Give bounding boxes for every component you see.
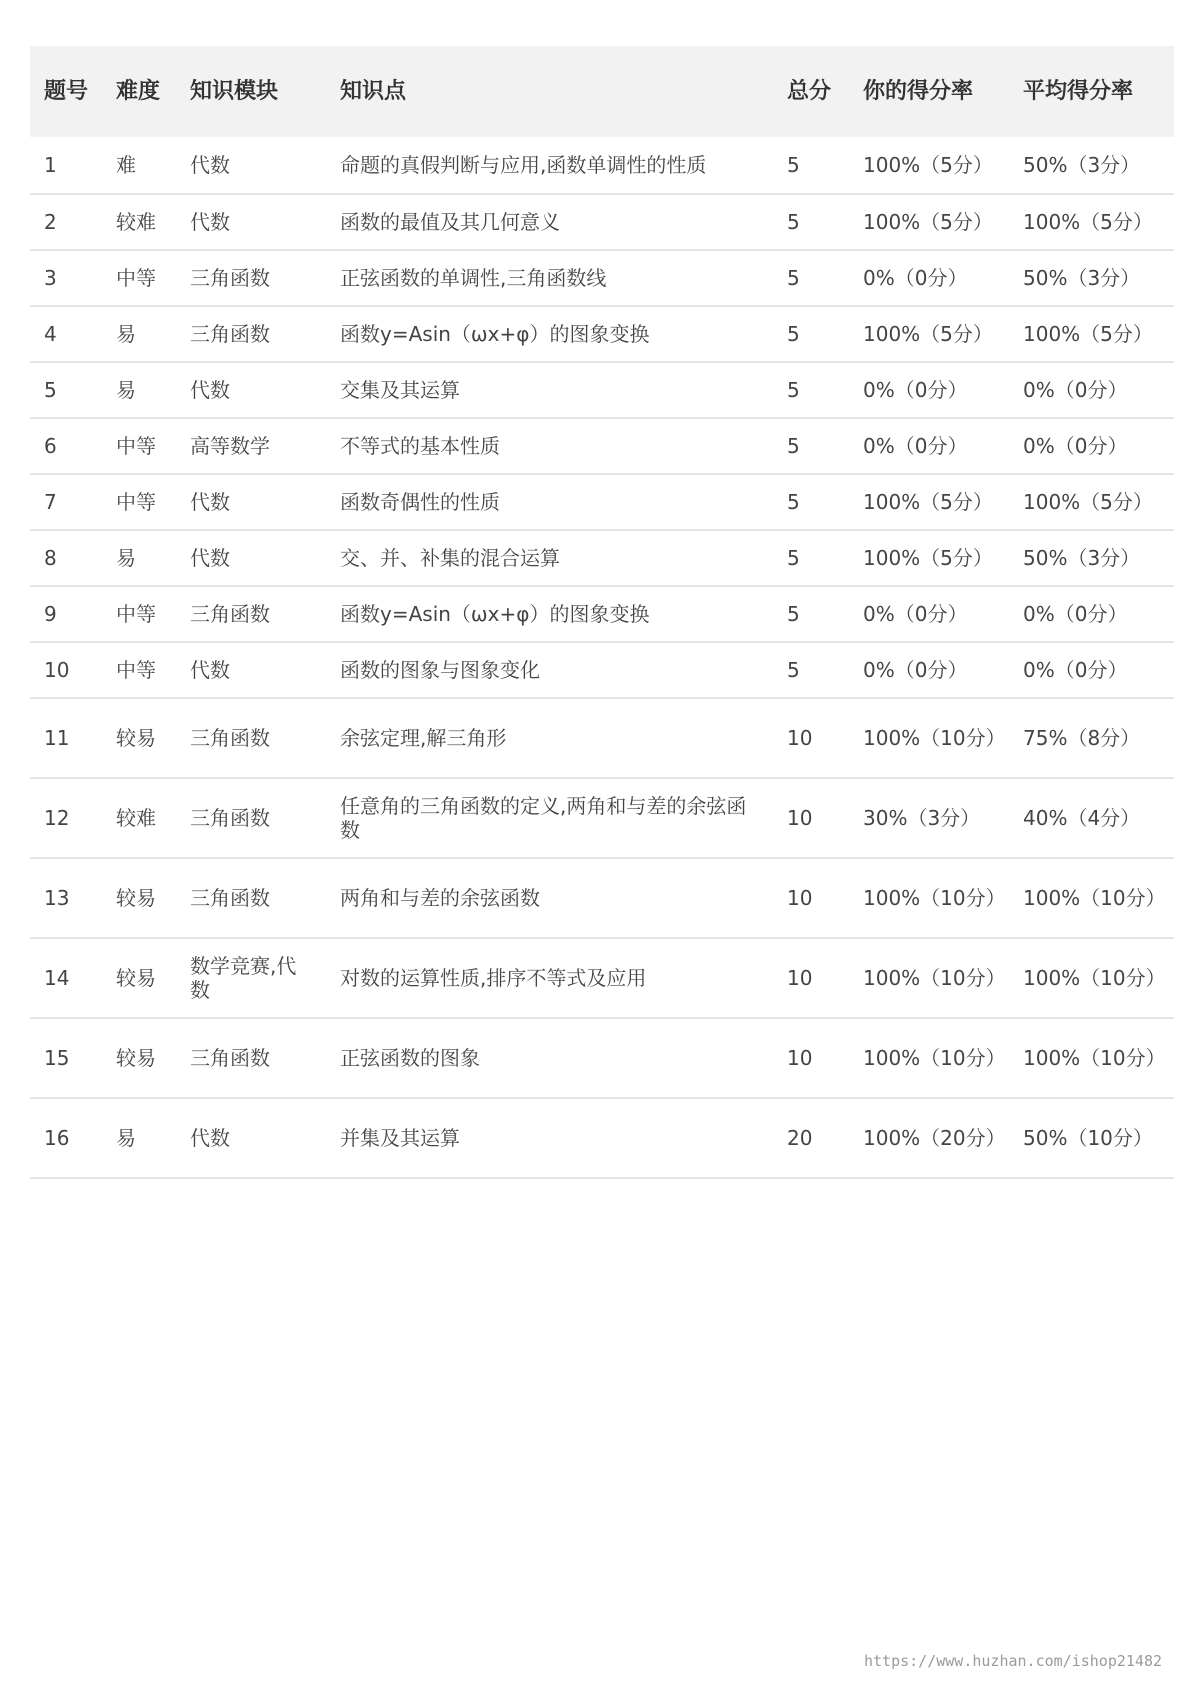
cell-question-no: 15 [30, 1018, 102, 1098]
cell-question-no: 14 [30, 938, 102, 1018]
table-row [30, 474, 1174, 530]
cell-difficulty: 中等 [102, 474, 176, 530]
cell-knowledge-point: 不等式的基本性质 [326, 418, 773, 474]
cell-your-rate: 100%（10分） [849, 1018, 1009, 1098]
cell-difficulty: 易 [102, 306, 176, 362]
watermark-url: https://www.huzhan.com/ishop21482 [863, 1652, 1162, 1670]
cell-module: 代数 [176, 642, 326, 698]
header-your-rate: 你的得分率 [849, 46, 1009, 137]
cell-module: 代数 [176, 137, 326, 194]
cell-average-rate: 0%（0分） [1009, 642, 1174, 698]
cell-question-no: 16 [30, 1098, 102, 1178]
cell-your-rate: 100%（5分） [849, 194, 1009, 250]
table-body [30, 137, 1174, 1178]
cell-your-rate: 100%（10分） [849, 858, 1009, 938]
cell-your-rate: 0%（0分） [849, 586, 1009, 642]
cell-question-no: 9 [30, 586, 102, 642]
table-row [30, 1018, 1174, 1098]
cell-average-rate: 100%（10分） [1009, 938, 1174, 1018]
cell-module: 三角函数 [176, 1018, 326, 1098]
cell-difficulty: 难 [102, 137, 176, 194]
cell-difficulty: 易 [102, 530, 176, 586]
cell-difficulty: 较难 [102, 778, 176, 858]
table-row [30, 698, 1174, 778]
cell-module: 代数 [176, 194, 326, 250]
cell-your-rate: 100%（5分） [849, 137, 1009, 194]
cell-difficulty: 中等 [102, 642, 176, 698]
cell-average-rate: 100%（10分） [1009, 858, 1174, 938]
cell-question-no: 1 [30, 137, 102, 194]
cell-question-no: 3 [30, 250, 102, 306]
cell-your-rate: 0%（0分） [849, 642, 1009, 698]
table-row [30, 362, 1174, 418]
cell-knowledge-point: 交、并、补集的混合运算 [326, 530, 773, 586]
cell-module: 代数 [176, 1098, 326, 1178]
cell-average-rate: 0%（0分） [1009, 418, 1174, 474]
table-row [30, 137, 1174, 194]
cell-average-rate: 40%（4分） [1009, 778, 1174, 858]
table-row [30, 1098, 1174, 1178]
cell-question-no: 11 [30, 698, 102, 778]
cell-total-score: 10 [773, 1018, 849, 1098]
cell-difficulty: 较易 [102, 858, 176, 938]
cell-total-score: 5 [773, 362, 849, 418]
cell-difficulty: 中等 [102, 250, 176, 306]
cell-question-no: 12 [30, 778, 102, 858]
cell-module: 代数 [176, 474, 326, 530]
cell-module: 三角函数 [176, 306, 326, 362]
header-knowledge-point: 知识点 [326, 46, 773, 137]
cell-question-no: 2 [30, 194, 102, 250]
cell-question-no: 5 [30, 362, 102, 418]
cell-question-no: 10 [30, 642, 102, 698]
table-row [30, 418, 1174, 474]
cell-knowledge-point: 并集及其运算 [326, 1098, 773, 1178]
cell-average-rate: 50%（10分） [1009, 1098, 1174, 1178]
header-average-rate: 平均得分率 [1009, 46, 1174, 137]
cell-knowledge-point: 正弦函数的单调性,三角函数线 [326, 250, 773, 306]
cell-total-score: 10 [773, 938, 849, 1018]
cell-your-rate: 100%（5分） [849, 306, 1009, 362]
cell-average-rate: 0%（0分） [1009, 362, 1174, 418]
cell-knowledge-point: 对数的运算性质,排序不等式及应用 [326, 938, 773, 1018]
cell-module: 三角函数 [176, 250, 326, 306]
score-analysis-table [30, 46, 1174, 1179]
cell-knowledge-point: 函数y=Asin（ωx+φ）的图象变换 [326, 586, 773, 642]
cell-difficulty: 中等 [102, 586, 176, 642]
header-difficulty: 难度 [102, 46, 176, 137]
cell-total-score: 5 [773, 586, 849, 642]
cell-difficulty: 较易 [102, 1018, 176, 1098]
cell-difficulty: 中等 [102, 418, 176, 474]
cell-total-score: 10 [773, 778, 849, 858]
cell-average-rate: 100%（5分） [1009, 306, 1174, 362]
cell-total-score: 10 [773, 858, 849, 938]
cell-average-rate: 50%（3分） [1009, 250, 1174, 306]
cell-average-rate: 50%（3分） [1009, 137, 1174, 194]
cell-knowledge-point: 命题的真假判断与应用,函数单调性的性质 [326, 137, 773, 194]
cell-your-rate: 0%（0分） [849, 418, 1009, 474]
cell-knowledge-point: 交集及其运算 [326, 362, 773, 418]
header-question-no: 题号 [30, 46, 102, 137]
cell-module: 数学竞赛,代数 [176, 938, 326, 1018]
cell-total-score: 5 [773, 418, 849, 474]
cell-module: 代数 [176, 362, 326, 418]
cell-total-score: 10 [773, 698, 849, 778]
header-row [30, 46, 1174, 137]
cell-module: 三角函数 [176, 586, 326, 642]
cell-average-rate: 75%（8分） [1009, 698, 1174, 778]
cell-total-score: 5 [773, 642, 849, 698]
cell-total-score: 5 [773, 530, 849, 586]
header-module: 知识模块 [176, 46, 326, 137]
cell-average-rate: 100%（5分） [1009, 474, 1174, 530]
cell-knowledge-point: 两角和与差的余弦函数 [326, 858, 773, 938]
table-row [30, 642, 1174, 698]
table-row [30, 586, 1174, 642]
cell-question-no: 7 [30, 474, 102, 530]
cell-module: 三角函数 [176, 698, 326, 778]
cell-total-score: 5 [773, 306, 849, 362]
cell-total-score: 5 [773, 194, 849, 250]
cell-your-rate: 0%（0分） [849, 250, 1009, 306]
table-row [30, 250, 1174, 306]
cell-your-rate: 100%（10分） [849, 698, 1009, 778]
cell-module: 代数 [176, 530, 326, 586]
cell-average-rate: 100%（5分） [1009, 194, 1174, 250]
cell-your-rate: 100%（10分） [849, 938, 1009, 1018]
cell-difficulty: 易 [102, 362, 176, 418]
cell-difficulty: 较易 [102, 938, 176, 1018]
cell-your-rate: 100%（20分） [849, 1098, 1009, 1178]
table-row [30, 306, 1174, 362]
cell-your-rate: 0%（0分） [849, 362, 1009, 418]
cell-knowledge-point: 函数的图象与图象变化 [326, 642, 773, 698]
cell-total-score: 20 [773, 1098, 849, 1178]
cell-question-no: 4 [30, 306, 102, 362]
cell-question-no: 6 [30, 418, 102, 474]
table-row [30, 938, 1174, 1018]
cell-knowledge-point: 任意角的三角函数的定义,两角和与差的余弦函数 [326, 778, 773, 858]
cell-your-rate: 100%（5分） [849, 530, 1009, 586]
table-row [30, 530, 1174, 586]
cell-knowledge-point: 余弦定理,解三角形 [326, 698, 773, 778]
cell-module: 高等数学 [176, 418, 326, 474]
cell-module: 三角函数 [176, 858, 326, 938]
cell-knowledge-point: 正弦函数的图象 [326, 1018, 773, 1098]
cell-your-rate: 100%（5分） [849, 474, 1009, 530]
table-row [30, 194, 1174, 250]
cell-difficulty: 较易 [102, 698, 176, 778]
cell-difficulty: 较难 [102, 194, 176, 250]
header-total-score: 总分 [773, 46, 849, 137]
cell-your-rate: 30%（3分） [849, 778, 1009, 858]
cell-total-score: 5 [773, 137, 849, 194]
table-row [30, 858, 1174, 938]
cell-knowledge-point: 函数奇偶性的性质 [326, 474, 773, 530]
cell-knowledge-point: 函数的最值及其几何意义 [326, 194, 773, 250]
cell-question-no: 8 [30, 530, 102, 586]
cell-average-rate: 100%（10分） [1009, 1018, 1174, 1098]
cell-module: 三角函数 [176, 778, 326, 858]
cell-knowledge-point: 函数y=Asin（ωx+φ）的图象变换 [326, 306, 773, 362]
table-header [30, 46, 1174, 137]
cell-total-score: 5 [773, 250, 849, 306]
cell-average-rate: 50%（3分） [1009, 530, 1174, 586]
cell-average-rate: 0%（0分） [1009, 586, 1174, 642]
cell-question-no: 13 [30, 858, 102, 938]
table-row [30, 778, 1174, 858]
cell-total-score: 5 [773, 474, 849, 530]
cell-difficulty: 易 [102, 1098, 176, 1178]
